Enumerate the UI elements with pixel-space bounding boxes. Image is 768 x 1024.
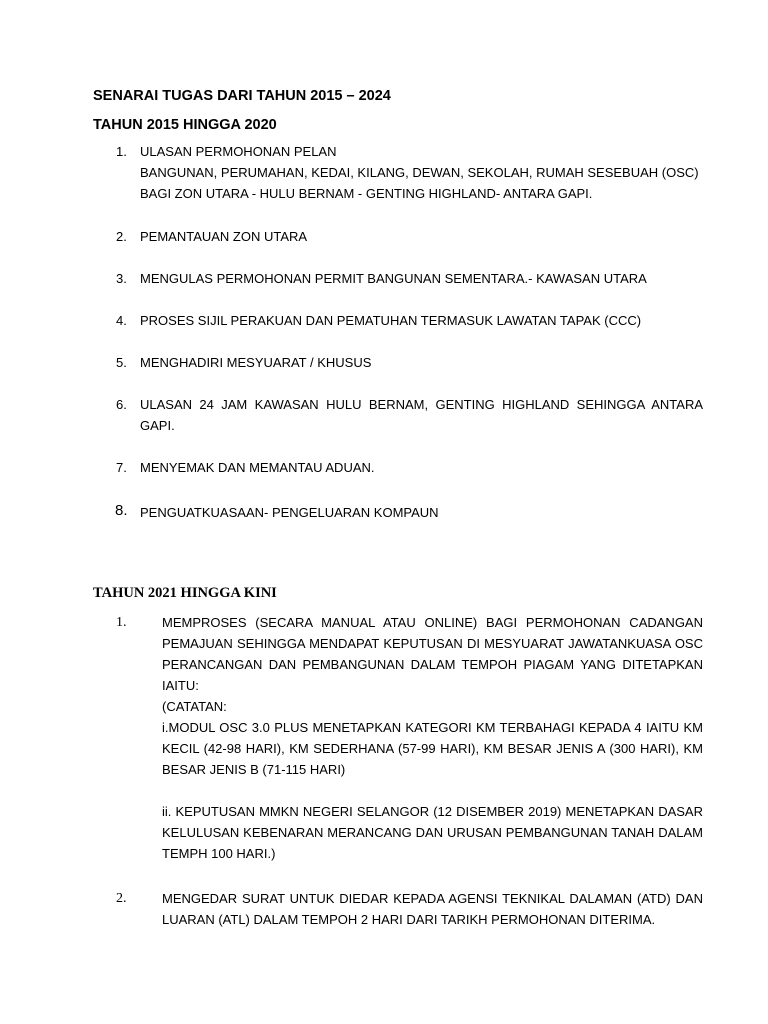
item-text: ULASAN 24 JAM KAWASAN HULU BERNAM, GENTING HIGHLAND SEHINGGA ANTARA GAPI. [140, 397, 703, 433]
item-paragraph: MEMPROSES (SECARA MANUAL ATAU ONLINE) BAGI PERMOHONAN CADANGAN PEMAJUAN SEHINGGA MENDAPAT KEPUTUSAN DI MESYUARAT JAWATANKUASA OSC PERANCANGAN DAN PEMBANGUNAN DALAM TEMPOH PIAGAM YANG DITETAPKAN IAITU: [162, 615, 703, 693]
list-item [140, 352, 703, 373]
list-number: 1. [116, 144, 127, 159]
item-paragraph: ii. KEPUTUSAN MMKN NEGERI SELANGOR (12 DISEMBER 2019) MENETAPKAN DASAR KELULUSAN KEBENARAN MERANCANG DAN URUSAN PEMBANGUNAN TANAH DALAM TEMPH 100 HARI.) [162, 804, 703, 861]
list-item [140, 226, 703, 247]
list-number: 4. [116, 313, 127, 328]
list-item [140, 394, 703, 436]
item-paragraph: MENGEDAR SURAT UNTUK DIEDAR KEPADA AGENSI TEKNIKAL DALAMAN (ATD) DAN LUARAN (ATL) DALAM TEMPOH 2 HARI DARI TARIKH PERMOHONAN DITERIMA. [162, 891, 703, 927]
list-number: 2. [116, 891, 127, 906]
item-text: MENGHADIRI MESYUARAT / KHUSUS [140, 355, 372, 370]
item-text: PROSES SIJIL PERAKUAN DAN PEMATUHAN TERMASUK LAWATAN TAPAK (CCC) [140, 313, 642, 328]
list-item [140, 141, 703, 204]
item-text: ULASAN PERMOHONAN PELAN [140, 144, 337, 159]
item-text: PENGUATKUASAAN- PENGELUARAN KOMPAUN [140, 505, 439, 520]
item-paragraph: (CATATAN: [162, 699, 227, 714]
list-number: 8. [115, 502, 128, 519]
item-text: BANGUNAN, PERUMAHAN, KEDAI, KILANG, DEWAN, SEKOLAH, RUMAH SESEBUAH (OSC) [140, 165, 699, 180]
item-text: MENYEMAK DAN MEMANTAU ADUAN. [140, 460, 375, 475]
list-item [162, 888, 703, 930]
section-heading-2015-2020: TAHUN 2015 HINGGA 2020 [93, 117, 277, 133]
item-paragraph: i.MODUL OSC 3.0 PLUS MENETAPKAN KATEGORI KM TERBAHAGI KEPADA 4 IAITU KM KECIL (42-98 HARI), KM SEDERHANA (57-99 HARI), KM BESAR JENIS A (300 HARI), KM BESAR JENIS B (71-115 HARI) [162, 720, 703, 777]
document-title: SENARAI TUGAS DARI TAHUN 2015 – 2024 [93, 88, 391, 104]
list-number: 5. [116, 355, 127, 370]
item-text: BAGI ZON UTARA - HULU BERNAM - GENTING HIGHLAND- ANTARA GAPI. [140, 186, 593, 201]
list-number: 2. [116, 229, 127, 244]
list-item [162, 612, 703, 864]
list-number: 1. [116, 615, 127, 630]
list-number: 7. [116, 460, 127, 475]
list-item [140, 268, 703, 289]
paragraph-gap [162, 780, 703, 801]
list-number: 6. [116, 397, 127, 412]
item-text: MENGULAS PERMOHONAN PERMIT BANGUNAN SEMENTARA.- KAWASAN UTARA [140, 271, 647, 286]
list-item [140, 457, 703, 478]
list-item [140, 310, 703, 331]
list-number: 3. [116, 271, 127, 286]
item-text: PEMANTAUAN ZON UTARA [140, 229, 308, 244]
section-heading-2021-kini: TAHUN 2021 HINGGA KINI [93, 585, 277, 601]
list-item [140, 502, 703, 523]
